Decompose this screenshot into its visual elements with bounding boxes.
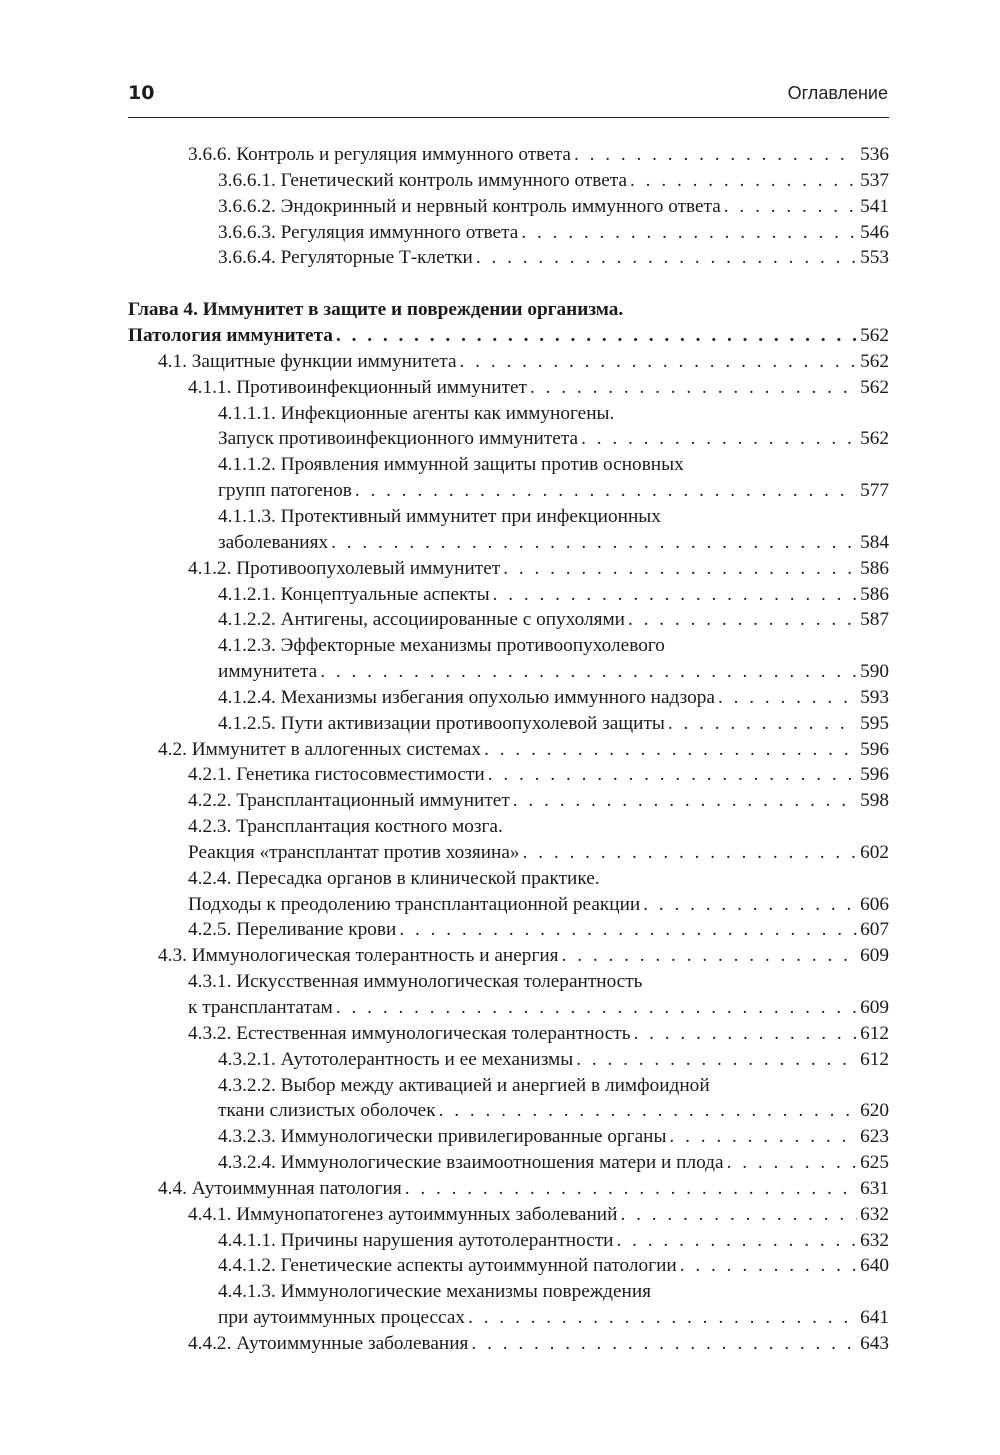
toc-entry-line <box>218 401 889 427</box>
toc-entry <box>128 142 889 168</box>
toc-entry-title: 4.2.3. Трансплантация костного мозга. <box>188 816 503 838</box>
toc-page-number: 562 <box>860 376 889 398</box>
dot-leader <box>513 788 857 814</box>
toc-entry <box>128 1331 889 1357</box>
dot-leader <box>468 1305 857 1331</box>
toc-page-number: 553 <box>860 247 889 269</box>
toc-entry <box>128 943 889 969</box>
toc-entry-line <box>128 323 889 349</box>
toc-entry-title: 3.6.6.3. Регуляция иммунного ответа <box>218 221 519 243</box>
toc-entry-line <box>158 349 889 375</box>
toc-entry <box>128 401 889 453</box>
toc-entry-line <box>218 659 889 685</box>
toc-entry-line <box>158 943 889 969</box>
toc-entry-line <box>218 220 889 246</box>
toc-entry-line <box>188 788 889 814</box>
toc-entry-title: 4.3.2. Естественная иммунологическая толерантность <box>188 1022 631 1044</box>
toc-entry-title: 4.1. Защитные функции иммунитета <box>158 350 457 372</box>
toc-entry-title: 3.6.6.2. Эндокринный и нервный контроль иммунного ответа <box>218 195 721 217</box>
toc-entry-line <box>218 685 889 711</box>
toc-entry-title: 4.1.2.4. Механизмы избегания опухолью иммунного надзора <box>218 686 715 708</box>
toc-entry <box>128 917 889 943</box>
toc-entry <box>128 582 889 608</box>
toc-page-number: 625 <box>860 1152 889 1174</box>
toc-entry <box>128 711 889 737</box>
toc-entry-line <box>188 1331 889 1357</box>
toc-page-number: 596 <box>860 764 889 786</box>
toc-page-number: 584 <box>860 531 889 553</box>
dot-leader <box>574 142 857 168</box>
toc-entry <box>128 1021 889 1047</box>
dot-leader <box>576 1047 857 1073</box>
toc-entry-title: 4.1.2.1. Концептуальные аспекты <box>218 583 490 605</box>
toc-page-number: 606 <box>860 893 889 915</box>
toc-entry-title: ткани слизистых оболочек <box>218 1100 436 1122</box>
toc-entry-line <box>188 917 889 943</box>
toc-entry-title: 4.3.2.3. Иммунологически привилегированные органы <box>218 1126 667 1148</box>
dot-leader <box>727 1150 858 1176</box>
toc-entry <box>128 737 889 763</box>
toc-entry-line <box>188 375 889 401</box>
toc-entry <box>128 1073 889 1125</box>
toc-chapter-entry <box>128 297 889 349</box>
toc-entry <box>128 452 889 504</box>
toc-page-number: 640 <box>860 1255 889 1277</box>
toc-entry <box>128 1228 889 1254</box>
toc-entry-line <box>218 1228 889 1254</box>
toc-entry-line <box>218 582 889 608</box>
toc-entry-title: 4.3.1. Искусственная иммунологическая толерантность <box>188 971 643 993</box>
toc-entry-title: 4.1.2.5. Пути активизации противоопухолевой защиты <box>218 712 665 734</box>
toc-entry-line <box>218 1279 889 1305</box>
toc-entry <box>128 504 889 556</box>
dot-leader <box>523 840 858 866</box>
dot-leader <box>718 685 857 711</box>
toc-entry <box>128 969 889 1021</box>
toc-entry-line <box>218 1305 889 1331</box>
toc-entry-line <box>218 711 889 737</box>
page-header <box>128 80 888 110</box>
dot-leader <box>439 1098 858 1124</box>
dot-leader <box>471 1331 857 1357</box>
toc-entry-title: 4.4.1.1. Причины нарушения аутотолерантности <box>218 1229 614 1251</box>
toc-entry <box>128 1150 889 1176</box>
dot-leader <box>620 1202 857 1228</box>
toc-entry-title: 4.2.1. Генетика гистосовместимости <box>188 764 485 786</box>
toc-page-number: 632 <box>860 1229 889 1251</box>
dot-leader <box>562 943 858 969</box>
toc-entry-title: 3.6.6. Контроль и регуляция иммунного ответа <box>188 144 571 165</box>
toc-entry-title: 4.4.2. Аутоиммунные заболевания <box>188 1332 469 1354</box>
toc-entry-title: 3.6.6.4. Регуляторные Т-клетки <box>218 247 473 269</box>
toc-entry-line <box>188 1202 889 1228</box>
toc-entry-line <box>218 633 889 659</box>
toc-page-number: 602 <box>860 841 889 863</box>
dot-leader <box>476 245 857 271</box>
toc-entry <box>128 866 889 918</box>
toc-entry-title: групп патогенов <box>218 480 352 502</box>
toc-entry <box>128 1253 889 1279</box>
dot-leader <box>405 1176 857 1202</box>
toc-page-number: 562 <box>860 428 889 450</box>
toc-entry-line <box>218 1253 889 1279</box>
toc-page-number: 596 <box>860 738 889 760</box>
toc-entry-title: 4.3.2.4. Иммунологические взаимоотношения матери и плода <box>218 1152 724 1174</box>
toc-page-number: 632 <box>860 1203 889 1225</box>
dot-leader <box>669 1124 857 1150</box>
toc-page-number: 620 <box>860 1100 889 1122</box>
toc-page-number: 546 <box>860 221 889 243</box>
toc-page-number: 593 <box>860 686 889 708</box>
toc-entry-line <box>188 840 889 866</box>
toc-entry-title: 4.1.2. Противоопухолевый иммунитет <box>188 557 501 579</box>
toc-entry-line <box>218 1098 889 1124</box>
dot-leader <box>503 556 857 582</box>
toc-page-number: 595 <box>860 712 889 734</box>
toc-page-number: 537 <box>860 169 889 191</box>
toc-entry-title: 4.4. Аутоиммунная патология <box>158 1177 402 1199</box>
toc-entry-line <box>158 1176 889 1202</box>
toc-entry-line <box>188 142 889 168</box>
toc-entry-title: Реакция «трансплантат против хозяина» <box>188 841 520 863</box>
toc-entry-line <box>218 426 889 452</box>
toc-entry <box>128 788 889 814</box>
toc-entry-line <box>218 1150 889 1176</box>
toc-entry <box>128 556 889 582</box>
toc-entry-title: иммунитета <box>218 661 318 683</box>
toc-page-number: 641 <box>860 1307 889 1329</box>
toc-entry-title: 4.3.2.1. Аутотолерантность и ее механизмы <box>218 1048 574 1070</box>
running-head: Оглавление <box>787 83 888 103</box>
toc-page-number: 609 <box>860 945 889 967</box>
toc-entry-title: 4.1.2.3. Эффекторные механизмы противоопухолевого <box>218 635 665 657</box>
toc-page-number: 612 <box>860 1048 889 1070</box>
dot-leader <box>630 168 857 194</box>
toc-entry <box>128 220 889 246</box>
dot-leader <box>355 478 857 504</box>
dot-leader <box>668 711 857 737</box>
toc-entry-title: Глава 4. Иммунитет в защите и повреждении организма. <box>128 299 624 321</box>
dot-leader <box>336 323 857 349</box>
toc-entry-line <box>218 607 889 633</box>
toc-entry-title: 4.1.2.2. Антигены, ассоциированные с опухолями <box>218 609 625 631</box>
toc-entry-title: 4.4.1.2. Генетические аспекты аутоиммунной патологии <box>218 1255 677 1277</box>
toc-entry-title: заболеваниях <box>218 531 329 553</box>
header-rule <box>128 117 889 118</box>
toc-entry-title: 4.1.1.1. Инфекционные агенты как иммуногены. <box>218 402 615 424</box>
dot-leader <box>680 1253 857 1279</box>
page-number: 10 <box>128 82 155 104</box>
toc-page-number: 562 <box>860 325 889 347</box>
dot-leader <box>320 659 857 685</box>
toc-entry-line <box>158 737 889 763</box>
toc-entry-title: 4.2.4. Пересадка органов в клинической практике. <box>188 867 600 889</box>
toc-entry-title: к трансплантатам <box>188 997 333 1018</box>
toc-entry-title: 4.2.5. Переливание крови <box>188 919 397 941</box>
toc-entry-line <box>188 814 889 840</box>
toc-entry-title: 4.1.1.3. Протективный иммунитет при инфекционных <box>218 505 661 527</box>
toc-entry <box>128 685 889 711</box>
toc-page-number: 609 <box>860 997 889 1018</box>
toc-entry-title: при аутоиммунных процессах <box>218 1307 466 1329</box>
table-of-contents <box>128 142 889 1357</box>
toc-entry <box>128 168 889 194</box>
toc-entry <box>128 762 889 788</box>
toc-entry-line <box>188 866 889 892</box>
dot-leader <box>617 1228 858 1254</box>
toc-entry-title: 4.4.1. Иммунопатогенез аутоиммунных заболеваний <box>188 1203 618 1225</box>
dot-leader <box>460 349 858 375</box>
toc-page-number: 607 <box>860 919 889 941</box>
toc-entry-title: Патология иммунитета <box>128 325 333 347</box>
toc-entry-line <box>188 762 889 788</box>
toc-entry <box>128 375 889 401</box>
toc-entry <box>128 1202 889 1228</box>
toc-entry-line <box>218 504 889 530</box>
toc-page-number: 590 <box>860 661 889 683</box>
dot-leader <box>643 892 857 918</box>
toc-entry <box>128 1176 889 1202</box>
toc-entry-line <box>188 995 889 1021</box>
toc-entry-line <box>188 556 889 582</box>
toc-page-number: 643 <box>860 1332 889 1354</box>
dot-leader <box>493 582 858 608</box>
toc-entry-title: Запуск противоинфекционного иммунитета <box>218 428 579 450</box>
dot-leader <box>628 607 857 633</box>
toc-page-number: 631 <box>860 1177 889 1199</box>
toc-entry <box>128 194 889 220</box>
toc-page-number: 598 <box>860 790 889 812</box>
toc-entry-line <box>218 1124 889 1150</box>
toc-entry-line <box>218 245 889 271</box>
toc-page-number: 612 <box>860 1022 889 1044</box>
toc-entry <box>128 1279 889 1331</box>
dot-leader <box>521 220 857 246</box>
toc-entry-title: 4.1.1.2. Проявления иммунной защиты против основных <box>218 454 684 476</box>
toc-entry-line <box>218 530 889 556</box>
toc-entry <box>128 814 889 866</box>
toc-entry <box>128 245 889 271</box>
toc-entry-line <box>218 168 889 194</box>
dot-leader <box>724 194 857 220</box>
toc-page-number: 541 <box>860 195 889 217</box>
toc-entry-line <box>188 969 889 995</box>
toc-entry-title: 4.3. Иммунологическая толерантность и анергия <box>158 945 559 967</box>
dot-leader <box>488 762 857 788</box>
toc-page-number: 577 <box>860 480 889 502</box>
toc-page-number: 623 <box>860 1126 889 1148</box>
toc-entry-line <box>188 1021 889 1047</box>
toc-entry <box>128 349 889 375</box>
toc-entry-title: 4.1.1. Противоинфекционный иммунитет <box>188 376 527 398</box>
toc-page-number: 536 <box>860 144 889 165</box>
toc-entry <box>128 1047 889 1073</box>
toc-entry-line <box>218 1073 889 1099</box>
dot-leader <box>634 1021 858 1047</box>
toc-entry-title: 4.2. Иммунитет в аллогенных системах <box>158 738 482 760</box>
toc-page-number: 586 <box>860 557 889 579</box>
toc-entry-line <box>188 892 889 918</box>
toc-entry-title: Подходы к преодолению трансплантационной реакции <box>188 893 641 915</box>
toc-entry-line <box>128 297 889 323</box>
toc-entry-title: 4.3.2.2. Выбор между активацией и анергией в лимфоидной <box>218 1074 710 1096</box>
toc-entry-line <box>218 452 889 478</box>
toc-entry-title: 4.2.2. Трансплантационный иммунитет <box>188 790 510 812</box>
toc-entry-title: 4.4.1.3. Иммунологические механизмы повреждения <box>218 1281 652 1303</box>
toc-page-number: 587 <box>860 609 889 631</box>
toc-entry-title: 3.6.6.1. Генетический контроль иммунного ответа <box>218 169 628 191</box>
dot-leader <box>399 917 857 943</box>
toc-entry-line <box>218 194 889 220</box>
toc-entry <box>128 607 889 633</box>
dot-leader <box>331 530 857 556</box>
dot-leader <box>581 426 857 452</box>
toc-page-number: 562 <box>860 350 889 372</box>
toc-entry <box>128 1124 889 1150</box>
dot-leader <box>336 995 857 1021</box>
toc-entry-line <box>218 478 889 504</box>
dot-leader <box>530 375 857 401</box>
toc-page-number: 586 <box>860 583 889 605</box>
toc-entry <box>128 633 889 685</box>
dot-leader <box>484 737 857 763</box>
toc-entry-line <box>218 1047 889 1073</box>
